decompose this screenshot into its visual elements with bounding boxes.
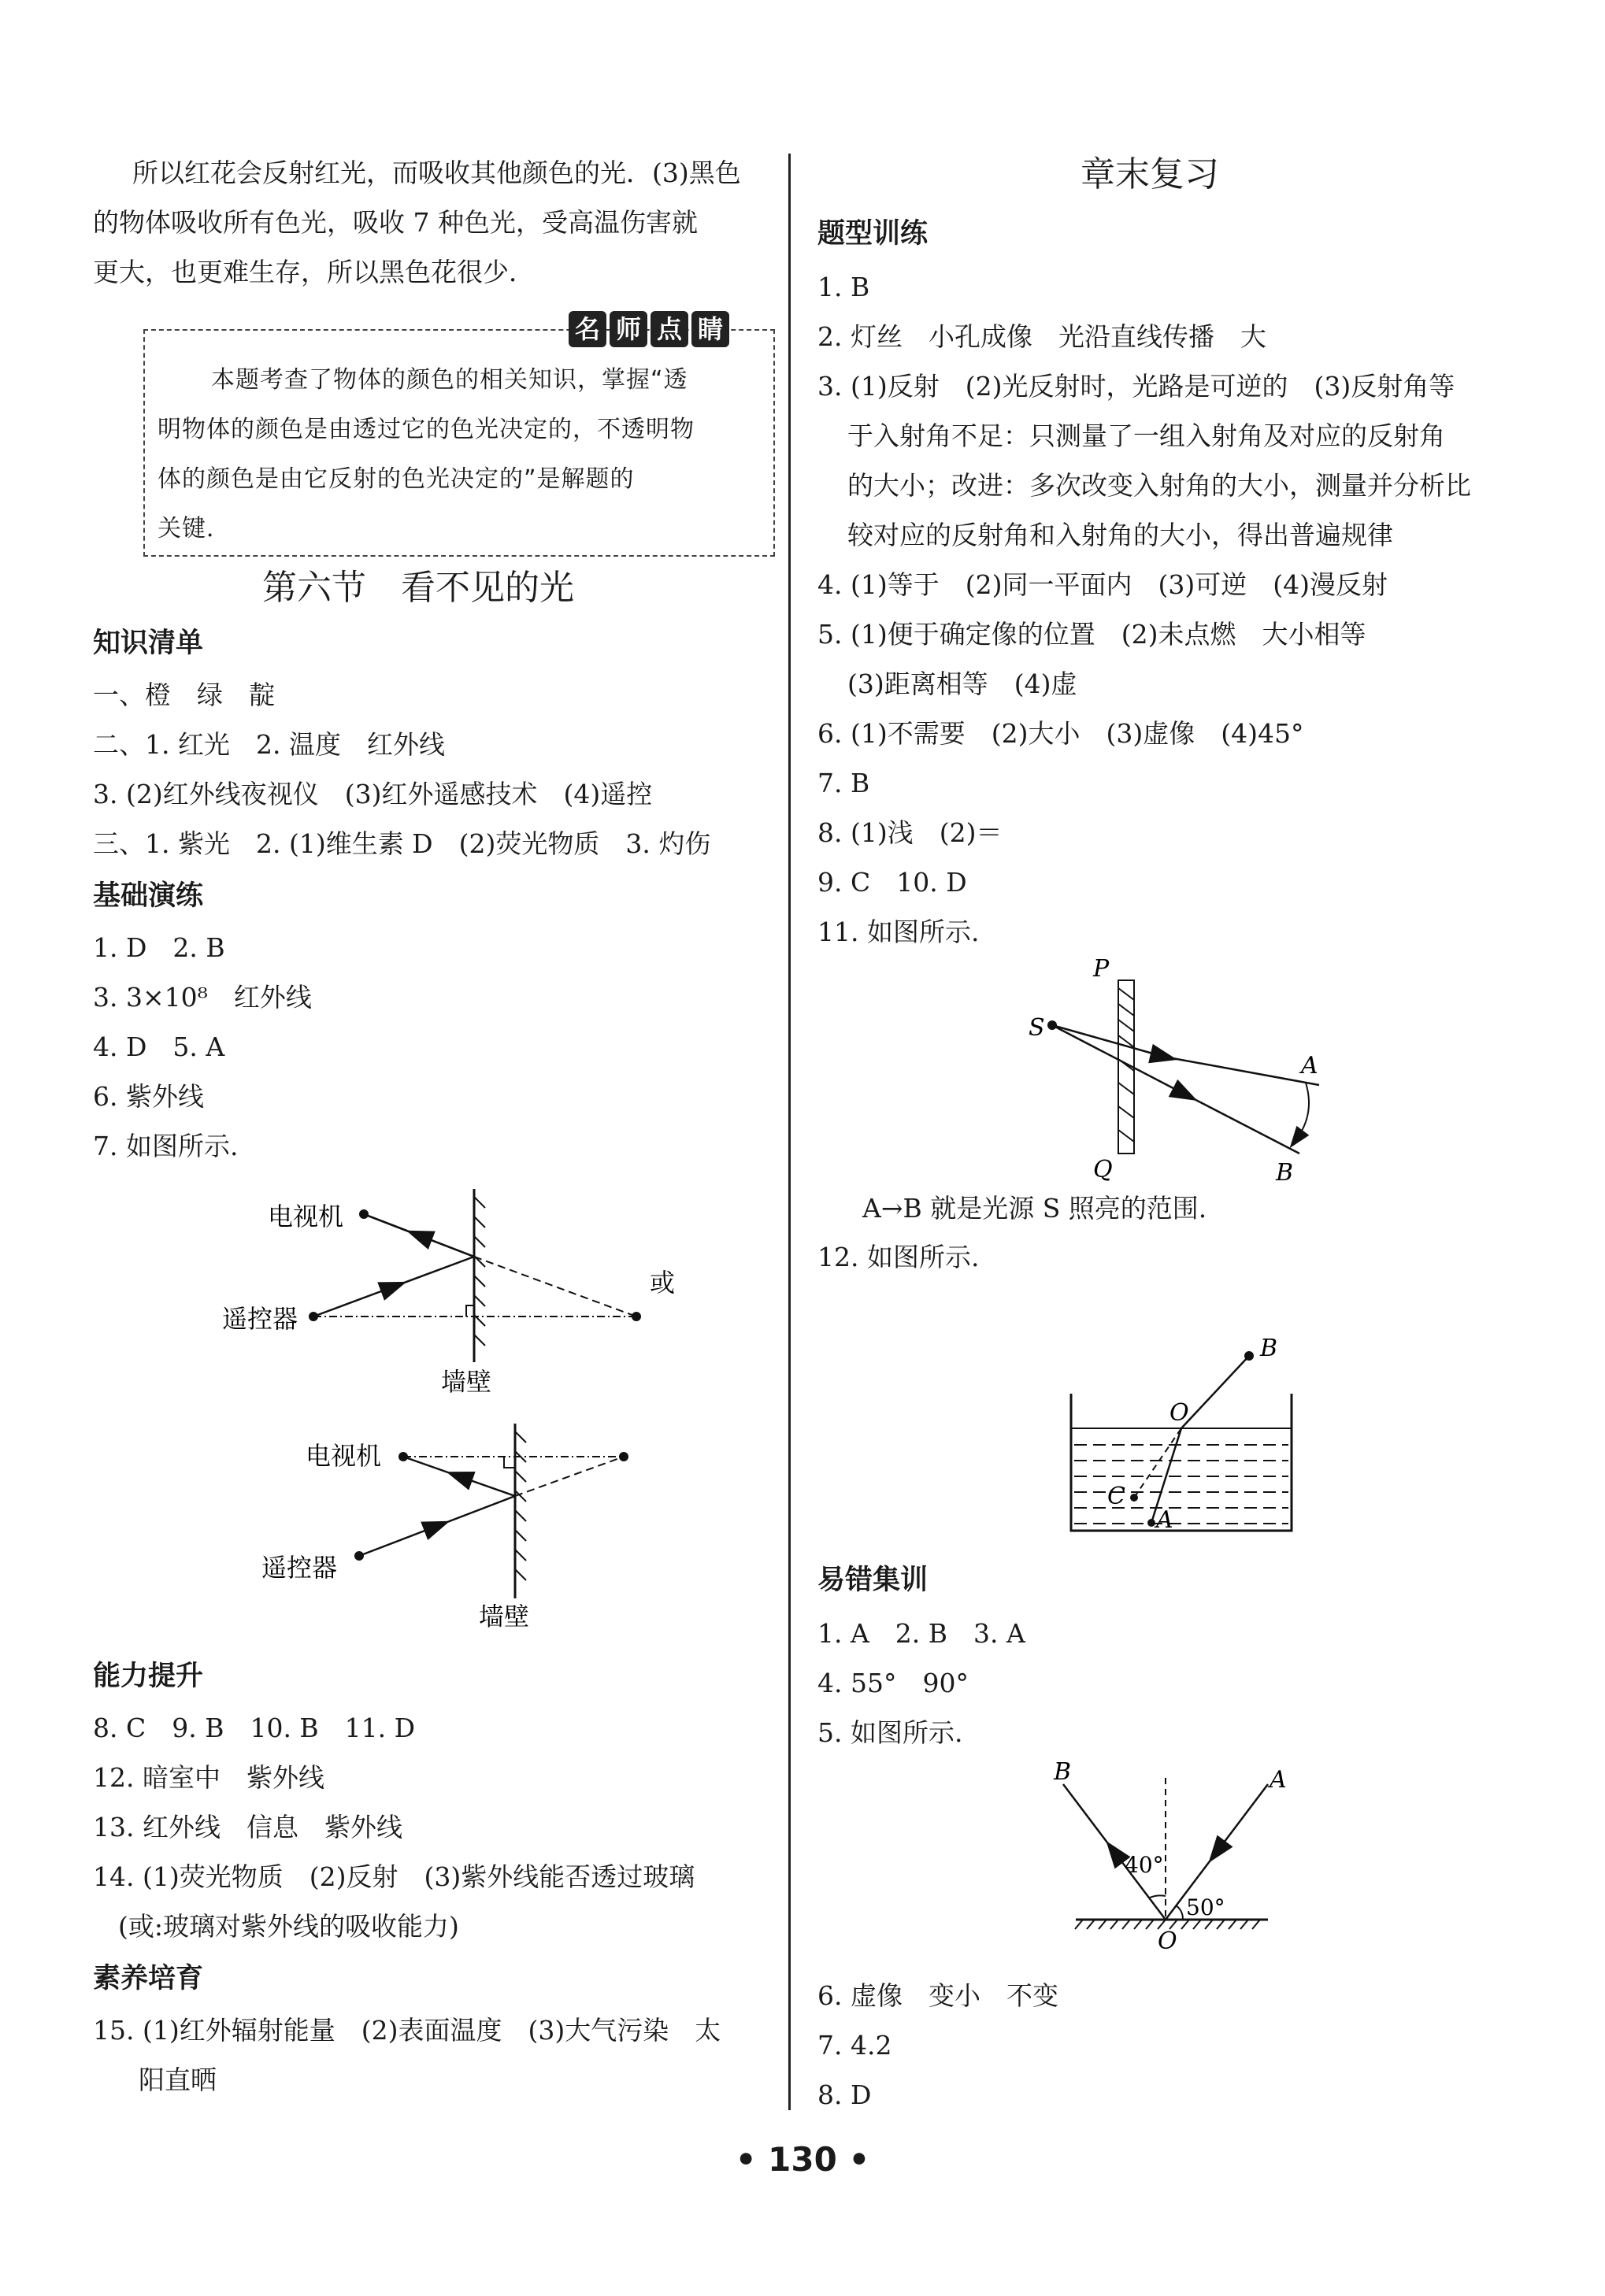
answer-line: 6. 虚像 变小 不变 xyxy=(817,1980,1058,2011)
answer-line: (3)距离相等 (4)虚 xyxy=(847,668,1077,699)
heading-tixing: 题型训练 xyxy=(817,218,929,250)
answer-line: 12. 如图所示. xyxy=(817,1242,980,1272)
fig5-label-B: B xyxy=(1054,1758,1072,1786)
answer-line: 15. (1)红外辐射能量 (2)表面温度 (3)大气污染 太 xyxy=(93,2015,721,2046)
fig11-label-S: S xyxy=(1029,1014,1045,1042)
fig12-label-B: B xyxy=(1260,1335,1278,1362)
fig7-wall-label-2: 墙壁 xyxy=(479,1602,530,1630)
answer-line: 3. 3×10⁸ 红外线 xyxy=(93,982,312,1013)
answer-line: 9. C 10. D xyxy=(817,867,967,898)
tip-badge-char: 点 xyxy=(651,311,688,347)
fig7-remote-label-2: 遥控器 xyxy=(261,1553,338,1583)
chapter-title: 章末复习 xyxy=(1081,154,1219,194)
fig5-angle-50: 50° xyxy=(1186,1894,1225,1920)
fig11-label-B: B xyxy=(1276,1159,1294,1185)
fig5-angle-40: 40° xyxy=(1125,1852,1164,1878)
tip-line-1: 本题考查了物体的颜色的相关知识，掌握“透 xyxy=(211,366,688,394)
answer-line: 的大小；改进：多次改变入射角的大小，测量并分析比 xyxy=(847,470,1471,501)
intro-line-2: 的物体吸收所有色光，吸收 7 种色光，受高温伤害就 xyxy=(93,207,698,238)
answer-line: 阳直晒 xyxy=(139,2065,217,2095)
answer-line: 2. 灯丝 小孔成像 光沿直线传播 大 xyxy=(817,321,1266,352)
intro-line-3: 更大，也更难生存，所以黑色花很少． xyxy=(93,257,535,287)
heading-nengli: 能力提升 xyxy=(93,1661,204,1692)
fig7-tv-label-2: 电视机 xyxy=(306,1441,382,1471)
answer-line: 7. 4.2 xyxy=(817,2030,892,2061)
fig5-label-O: O xyxy=(1158,1928,1177,1953)
answer-line: 7. 如图所示. xyxy=(93,1131,239,1161)
fig7-upper xyxy=(222,1189,675,1397)
answer-line: 二、1. 红光 2. 温度 红外线 xyxy=(93,729,445,760)
tip-line-3: 体的颜色是由它反射的色光决定的”是解题的 xyxy=(158,465,635,493)
page-number: • 130 • xyxy=(735,2140,870,2179)
tip-line-4: 关键． xyxy=(158,515,231,543)
answer-line: 12. 暗室中 紫外线 xyxy=(93,1762,324,1793)
teacher-tip-badge xyxy=(569,311,729,350)
answer-line: 1. D 2. B xyxy=(93,932,225,963)
answer-line: 较对应的反射角和入射角的大小，得出普遍规律 xyxy=(847,520,1393,550)
fig12-label-C: C xyxy=(1107,1483,1125,1510)
answer-line: 一、橙 绿 靛 xyxy=(93,680,275,710)
column-divider xyxy=(788,154,791,2110)
answer-line: 1. A 2. B 3. A xyxy=(817,1618,1025,1649)
fig12-label-O: O xyxy=(1169,1399,1189,1427)
fig11-label-P: P xyxy=(1093,957,1110,983)
fig7-remote-label-1: 遥控器 xyxy=(222,1304,298,1334)
answer-line: 8. (1)浅 (2)＝ xyxy=(817,817,1003,848)
fig5-label-A: A xyxy=(1270,1766,1287,1794)
answer-line: 14. (1)荧光物质 (2)反射 (3)紫外线能否透过玻璃 xyxy=(93,1861,695,1892)
answer-line: 1. B xyxy=(817,272,870,302)
fig11-label-Q: Q xyxy=(1093,1156,1113,1183)
figure-5-mirror-angles xyxy=(1040,1756,1292,1953)
answer-line: 8. C 9. B 10. B 11. D xyxy=(93,1713,416,1743)
fig7-tv-label-1: 电视机 xyxy=(268,1202,344,1231)
tip-badge-char: 师 xyxy=(610,311,647,347)
figure-7-reflection xyxy=(205,1173,709,1630)
heading-zhishi: 知识清单 xyxy=(93,628,204,659)
answer-line: 5. (1)便于确定像的位置 (2)未点燃 大小相等 xyxy=(817,619,1366,650)
heading-yicuo: 易错集训 xyxy=(817,1565,929,1596)
heading-suyang: 素养培育 xyxy=(93,1963,204,1994)
answer-line: 4. 55° 90° xyxy=(817,1668,969,1698)
answer-line: 4. (1)等于 (2)同一平面内 (3)可逆 (4)漫反射 xyxy=(817,569,1388,600)
answer-line: 三、1. 紫光 2. (1)维生素 D (2)荧光物质 3. 灼伤 xyxy=(93,828,711,859)
tip-line-2: 明物体的颜色是由透过它的色光决定的，不透明物 xyxy=(158,416,695,443)
tip-badge-char: 名 xyxy=(569,311,606,347)
intro-line-1: 所以红花会反射红光，而吸收其他颜色的光．(3)黑色 xyxy=(132,157,741,188)
fig7-or-label: 或 xyxy=(650,1268,676,1298)
fig11-caption: A→B 就是光源 S 照亮的范围. xyxy=(862,1193,1207,1224)
answer-line: 8. D xyxy=(817,2079,872,2110)
answer-line: 13. 红外线 信息 紫外线 xyxy=(93,1812,402,1842)
answer-line: 7. B xyxy=(817,768,870,798)
fig7-lower xyxy=(261,1424,628,1630)
fig7-wall-label-1: 墙壁 xyxy=(441,1367,492,1397)
answer-line: 5. 如图所示. xyxy=(817,1717,963,1748)
answer-line: 3. (2)红外线夜视仪 (3)红外遥感技术 (4)遥控 xyxy=(93,779,653,809)
answer-line: 11. 如图所示. xyxy=(817,917,980,947)
answer-line: 于入射角不足：只测量了一组入射角及对应的反射角 xyxy=(847,420,1445,451)
fig12-label-A: A xyxy=(1156,1506,1173,1534)
fig11-label-A: A xyxy=(1301,1052,1318,1079)
tip-badge-char: 睛 xyxy=(691,311,729,347)
figure-11-shadow-range xyxy=(1016,957,1347,1185)
heading-jichu: 基础演练 xyxy=(93,880,204,912)
figure-12-refraction xyxy=(1063,1331,1323,1543)
answer-line: 6. 紫外线 xyxy=(93,1081,204,1112)
answer-line: 3. (1)反射 (2)光反射时，光路是可逆的 (3)反射角等 xyxy=(817,371,1455,402)
section-title: 第六节 看不见的光 xyxy=(262,568,574,608)
answer-line: (或:玻璃对紫外线的吸收能力) xyxy=(118,1911,459,1942)
answer-line: 6. (1)不需要 (2)大小 (3)虚像 (4)45° xyxy=(817,718,1304,749)
answer-line: 4. D 5. A xyxy=(93,1031,225,1062)
